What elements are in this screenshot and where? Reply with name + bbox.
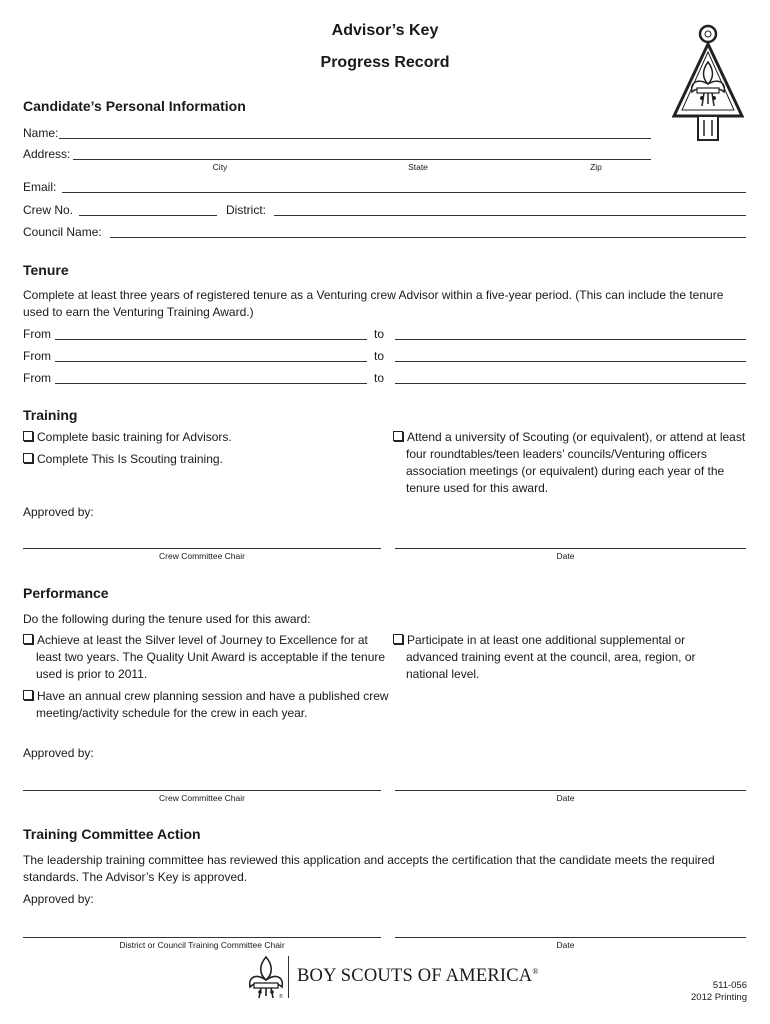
performance-date-label: Date <box>556 793 575 803</box>
tenure-to-label-3: to <box>374 371 385 385</box>
email-label: Email: <box>23 180 57 194</box>
tenure-to-field-1[interactable] <box>395 327 746 340</box>
name-field[interactable] <box>59 126 651 139</box>
performance-chair-signature-field[interactable] <box>23 778 381 791</box>
committee-date-label: Date <box>556 940 575 950</box>
footer-org-name: BOY SCOUTS OF AMERICA® <box>297 966 539 986</box>
council-name-label: Council Name: <box>23 225 102 239</box>
training-date-label: Date <box>556 551 575 561</box>
email-field[interactable] <box>62 180 746 193</box>
address-label: Address: <box>23 147 71 161</box>
checkbox[interactable] <box>23 690 33 700</box>
performance-item-planning[interactable]: Have an annual crew planning session and have a published crew meeting/activity schedule for the crew in each year. <box>23 688 396 722</box>
district-label: District: <box>226 203 266 217</box>
printing-date: 2012 Printing <box>691 992 747 1003</box>
training-chair-signature-field[interactable] <box>23 536 381 549</box>
tenure-from-field-3[interactable] <box>55 371 367 384</box>
training-item-scouting[interactable]: Complete This Is Scouting training. <box>23 451 386 468</box>
tenure-from-label-2: From <box>23 349 51 363</box>
tenure-heading: Tenure <box>23 262 69 278</box>
checkbox[interactable] <box>393 431 403 441</box>
committee-approved-label: Approved by: <box>23 892 94 906</box>
performance-date-field[interactable] <box>395 778 746 791</box>
performance-chair-label: Crew Committee Chair <box>159 793 245 803</box>
zip-label: Zip <box>590 162 602 172</box>
tenure-from-field-2[interactable] <box>55 349 367 362</box>
tenure-from-label-3: From <box>23 371 51 385</box>
performance-item-journey[interactable]: Achieve at least the Silver level of Journey to Excellence for at least two years. The Quality Unit Award is acceptable if the tenure used is prior to 2011. <box>23 632 391 683</box>
performance-item-supplemental[interactable]: Participate in at least one additional supplemental or advanced training event at the council, area, region, or national level. <box>393 632 736 683</box>
footer-divider <box>288 956 289 998</box>
training-heading: Training <box>23 407 78 423</box>
logo-registered-mark: ® <box>279 994 283 1000</box>
tenure-from-field-1[interactable] <box>55 327 367 340</box>
training-approved-label: Approved by: <box>23 505 94 519</box>
name-label: Name: <box>23 126 59 140</box>
committee-chair-signature-field[interactable] <box>23 925 381 938</box>
address-field[interactable] <box>73 147 651 160</box>
training-chair-label: Crew Committee Chair <box>159 551 245 561</box>
training-date-field[interactable] <box>395 536 746 549</box>
crew-number-label: Crew No. <box>23 203 74 217</box>
page-title: Advisor’s Key <box>331 22 439 39</box>
tenure-to-field-2[interactable] <box>395 349 746 362</box>
council-name-field[interactable] <box>110 225 746 238</box>
committee-description: The leadership training committee has reviewed this application and accepts the certification that the candidate meets the required standards. The Advisor’s Key is approved. <box>23 853 715 884</box>
city-label: City <box>212 162 228 172</box>
district-field[interactable] <box>274 203 746 216</box>
checkbox[interactable] <box>393 634 403 644</box>
tenure-description: Complete at least three years of registered tenure as a Venturing crew Advisor within a five-year period. (This can include the tenure used to earn the Venturing Training Award.) <box>23 288 724 319</box>
form-number: 511-056 <box>712 980 747 991</box>
committee-heading: Training Committee Action <box>23 826 201 842</box>
personal-info-heading: Candidate’s Personal Information <box>23 98 246 114</box>
training-item-university[interactable]: Attend a university of Scouting (or equivalent), or attend at least four roundtables/teen leaders’ councils/Venturing officers association meetings (or equivalent) during each year of the tenure used for this award. <box>393 429 751 497</box>
performance-heading: Performance <box>23 585 109 601</box>
checkbox[interactable] <box>23 431 33 441</box>
tenure-to-label-2: to <box>374 349 385 363</box>
training-item-basic[interactable]: Complete basic training for Advisors. <box>23 429 386 446</box>
page-subtitle: Progress Record <box>320 54 450 71</box>
advisors-key-emblem-icon <box>668 22 750 144</box>
tenure-from-label-1: From <box>23 327 51 341</box>
committee-date-field[interactable] <box>395 925 746 938</box>
checkbox[interactable] <box>23 453 33 463</box>
tenure-to-label-1: to <box>374 327 385 341</box>
committee-chair-label: District or Council Training Committee Chair <box>119 940 285 950</box>
performance-intro: Do the following during the tenure used for this award: <box>23 612 311 626</box>
tenure-to-field-3[interactable] <box>395 371 746 384</box>
state-label: State <box>408 162 428 172</box>
crew-number-field[interactable] <box>79 203 217 216</box>
performance-approved-label: Approved by: <box>23 746 94 760</box>
checkbox[interactable] <box>23 634 33 644</box>
